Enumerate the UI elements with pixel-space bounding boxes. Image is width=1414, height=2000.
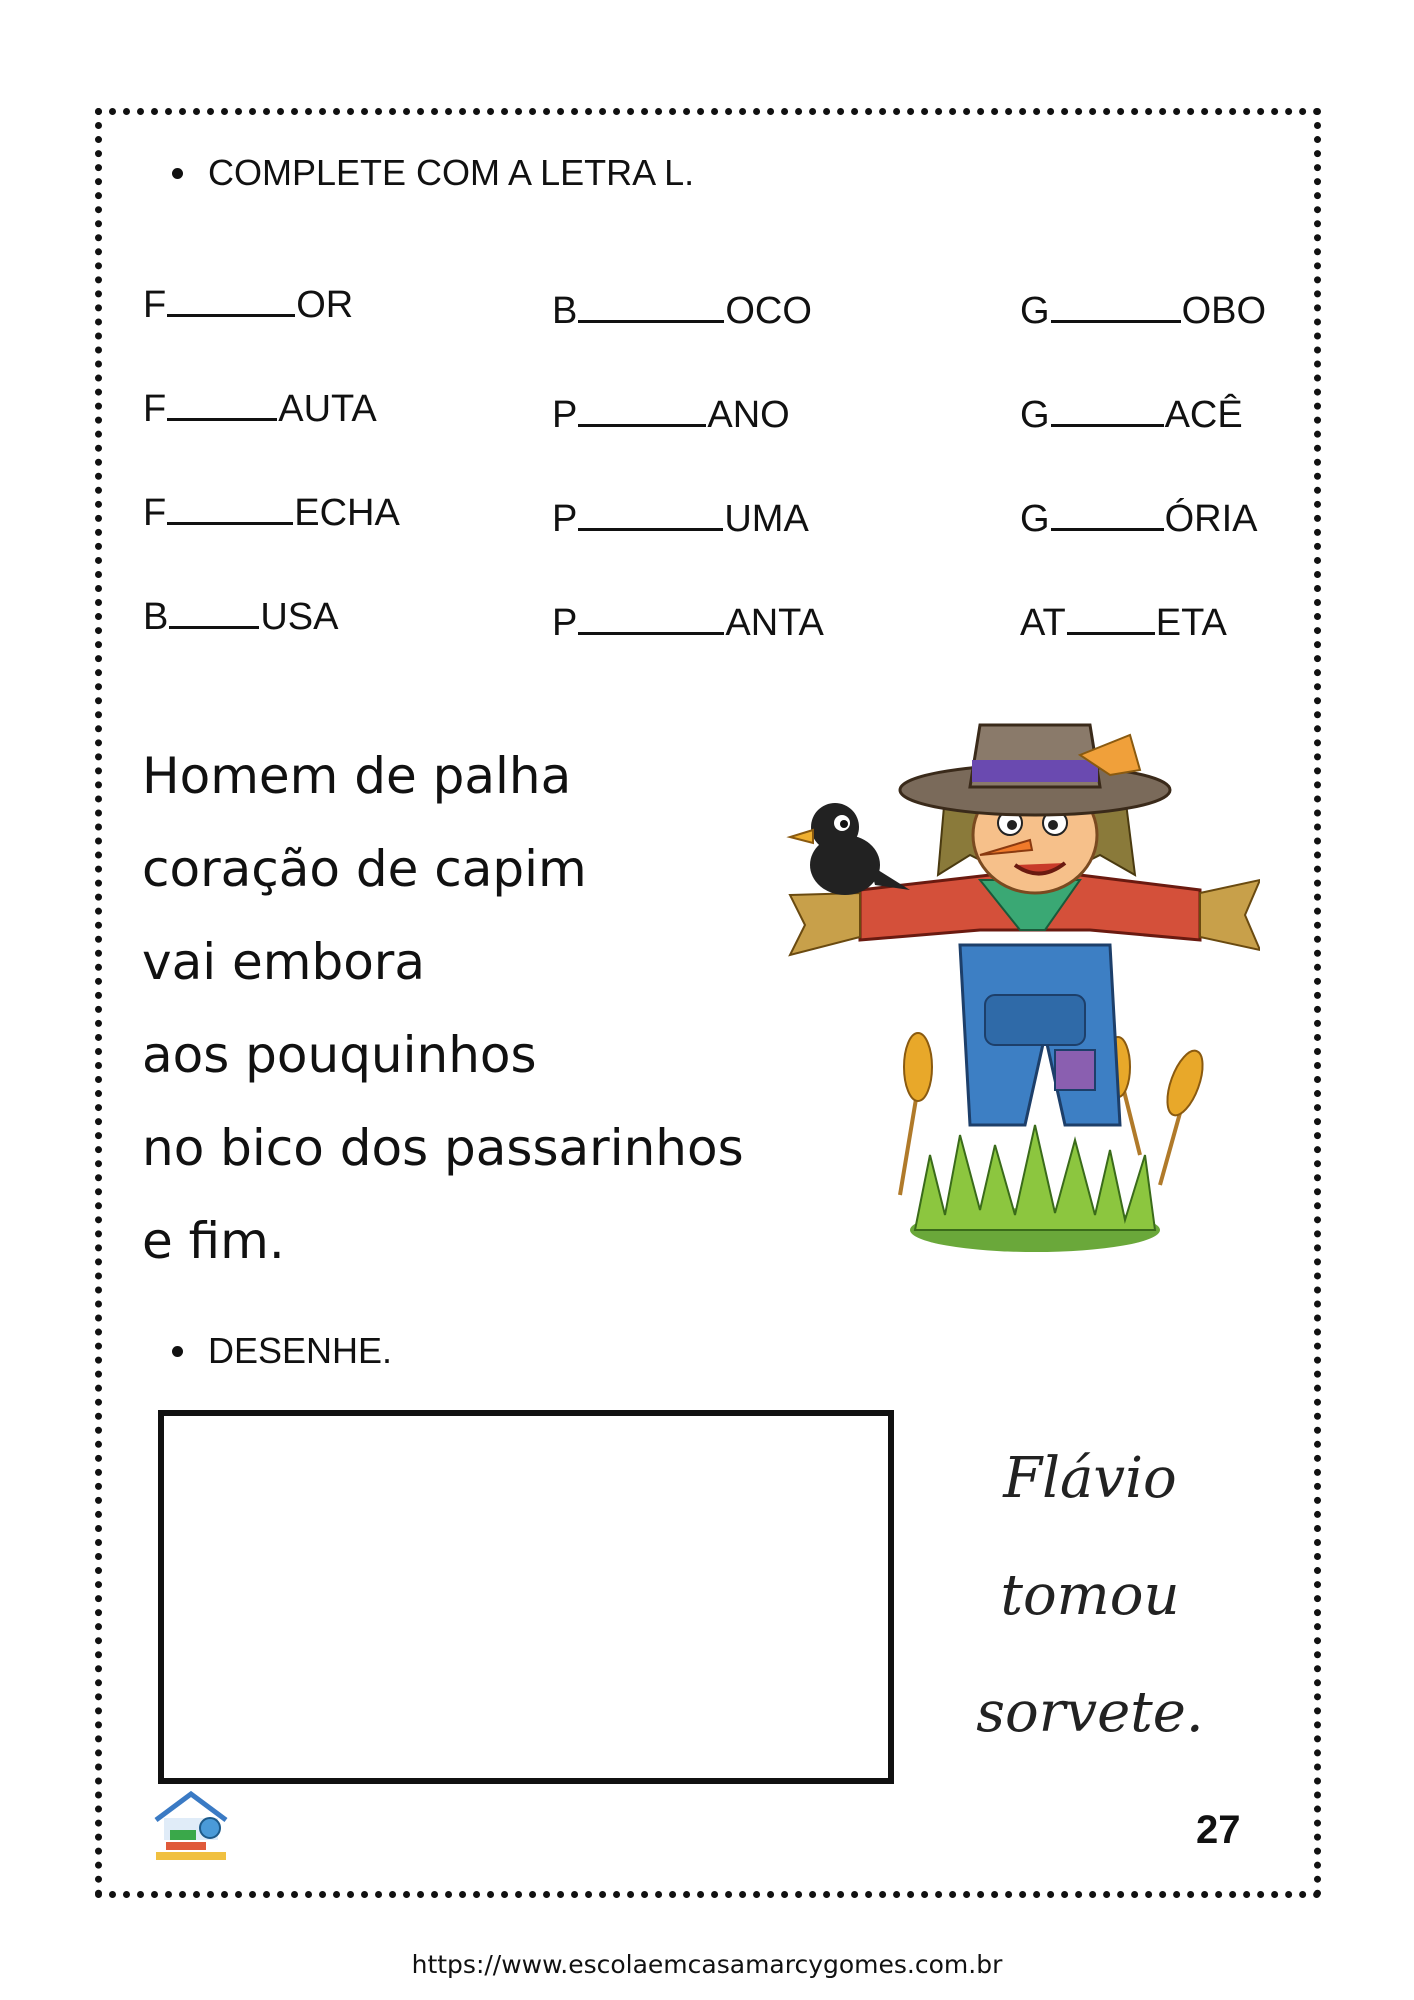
- instruction-complete: [172, 152, 694, 194]
- word-prefix: F: [143, 388, 167, 430]
- footer-url[interactable]: https://www.escolaemcasamarcygomes.com.br: [411, 1950, 1003, 1979]
- word-item: [1020, 290, 1266, 333]
- word-prefix: B: [143, 596, 169, 638]
- word-suffix: ECHA: [294, 492, 400, 534]
- word-prefix: P: [552, 394, 578, 436]
- word-prefix: P: [552, 602, 578, 644]
- blank-line[interactable]: [167, 313, 295, 317]
- poem: [142, 730, 744, 1288]
- blank-line[interactable]: [578, 527, 723, 531]
- blank-line[interactable]: [1051, 527, 1164, 531]
- blank-line[interactable]: [1067, 631, 1155, 635]
- word-prefix: G: [1020, 394, 1050, 436]
- word-suffix: UMA: [724, 498, 809, 540]
- blank-line[interactable]: [578, 631, 724, 635]
- poem-line: aos pouquinhos: [142, 1026, 537, 1084]
- instruction-complete-text: COMPLETE COM A LETRA L.: [208, 152, 695, 193]
- poem-line: e fim.: [142, 1212, 285, 1270]
- word-item: [552, 602, 824, 645]
- word-item: [552, 394, 790, 437]
- bullet-icon: [172, 1346, 183, 1357]
- word-item: [143, 596, 339, 639]
- blank-line[interactable]: [169, 625, 259, 629]
- word-item: [552, 290, 812, 333]
- word-suffix: ETA: [1155, 602, 1227, 644]
- word-item: [143, 492, 400, 535]
- blank-line[interactable]: [1051, 319, 1181, 323]
- blank-line[interactable]: [167, 521, 293, 525]
- scarecrow-illustration: [780, 715, 1260, 1255]
- poem-line: Homem de palha: [142, 747, 572, 805]
- word-prefix: G: [1020, 290, 1050, 332]
- poem-line: coração de capim: [142, 840, 587, 898]
- word-item: [1020, 394, 1243, 437]
- word-suffix: ANTA: [725, 602, 824, 644]
- word-prefix: G: [1020, 498, 1050, 540]
- cursive-line: tomou: [1000, 1563, 1180, 1628]
- word-prefix: F: [143, 284, 167, 326]
- word-suffix: USA: [260, 596, 339, 638]
- cursive-sentence: [955, 1420, 1225, 1771]
- cursive-line: Flávio: [1003, 1446, 1177, 1511]
- word-suffix: OR: [296, 284, 354, 326]
- word-suffix: OBO: [1181, 290, 1267, 332]
- poem-line: vai embora: [142, 933, 426, 991]
- blank-line[interactable]: [578, 319, 724, 323]
- word-prefix: B: [552, 290, 578, 332]
- poem-line: no bico dos passarinhos: [142, 1119, 744, 1177]
- word-suffix: ANO: [707, 394, 790, 436]
- word-item: [143, 284, 353, 327]
- instruction-draw: [172, 1330, 392, 1372]
- page-number: 27: [1196, 1808, 1241, 1852]
- word-prefix: F: [143, 492, 167, 534]
- word-suffix: AUTA: [278, 388, 377, 430]
- bullet-icon: [172, 168, 183, 179]
- word-suffix: OCO: [725, 290, 812, 332]
- drawing-box[interactable]: [158, 1410, 894, 1784]
- word-prefix: P: [552, 498, 578, 540]
- word-item: [1020, 498, 1257, 541]
- blank-line[interactable]: [578, 423, 706, 427]
- school-logo-icon: [150, 1790, 232, 1864]
- word-item: [1020, 602, 1227, 645]
- word-prefix: AT: [1020, 602, 1066, 644]
- instruction-draw-text: DESENHE.: [208, 1330, 393, 1371]
- blank-line[interactable]: [167, 417, 277, 421]
- blank-line[interactable]: [1051, 423, 1164, 427]
- word-suffix: ÓRIA: [1164, 498, 1258, 540]
- cursive-line: sorvete.: [976, 1680, 1204, 1745]
- word-item: [143, 388, 377, 431]
- word-item: [552, 498, 809, 541]
- word-suffix: ACÊ: [1164, 394, 1243, 436]
